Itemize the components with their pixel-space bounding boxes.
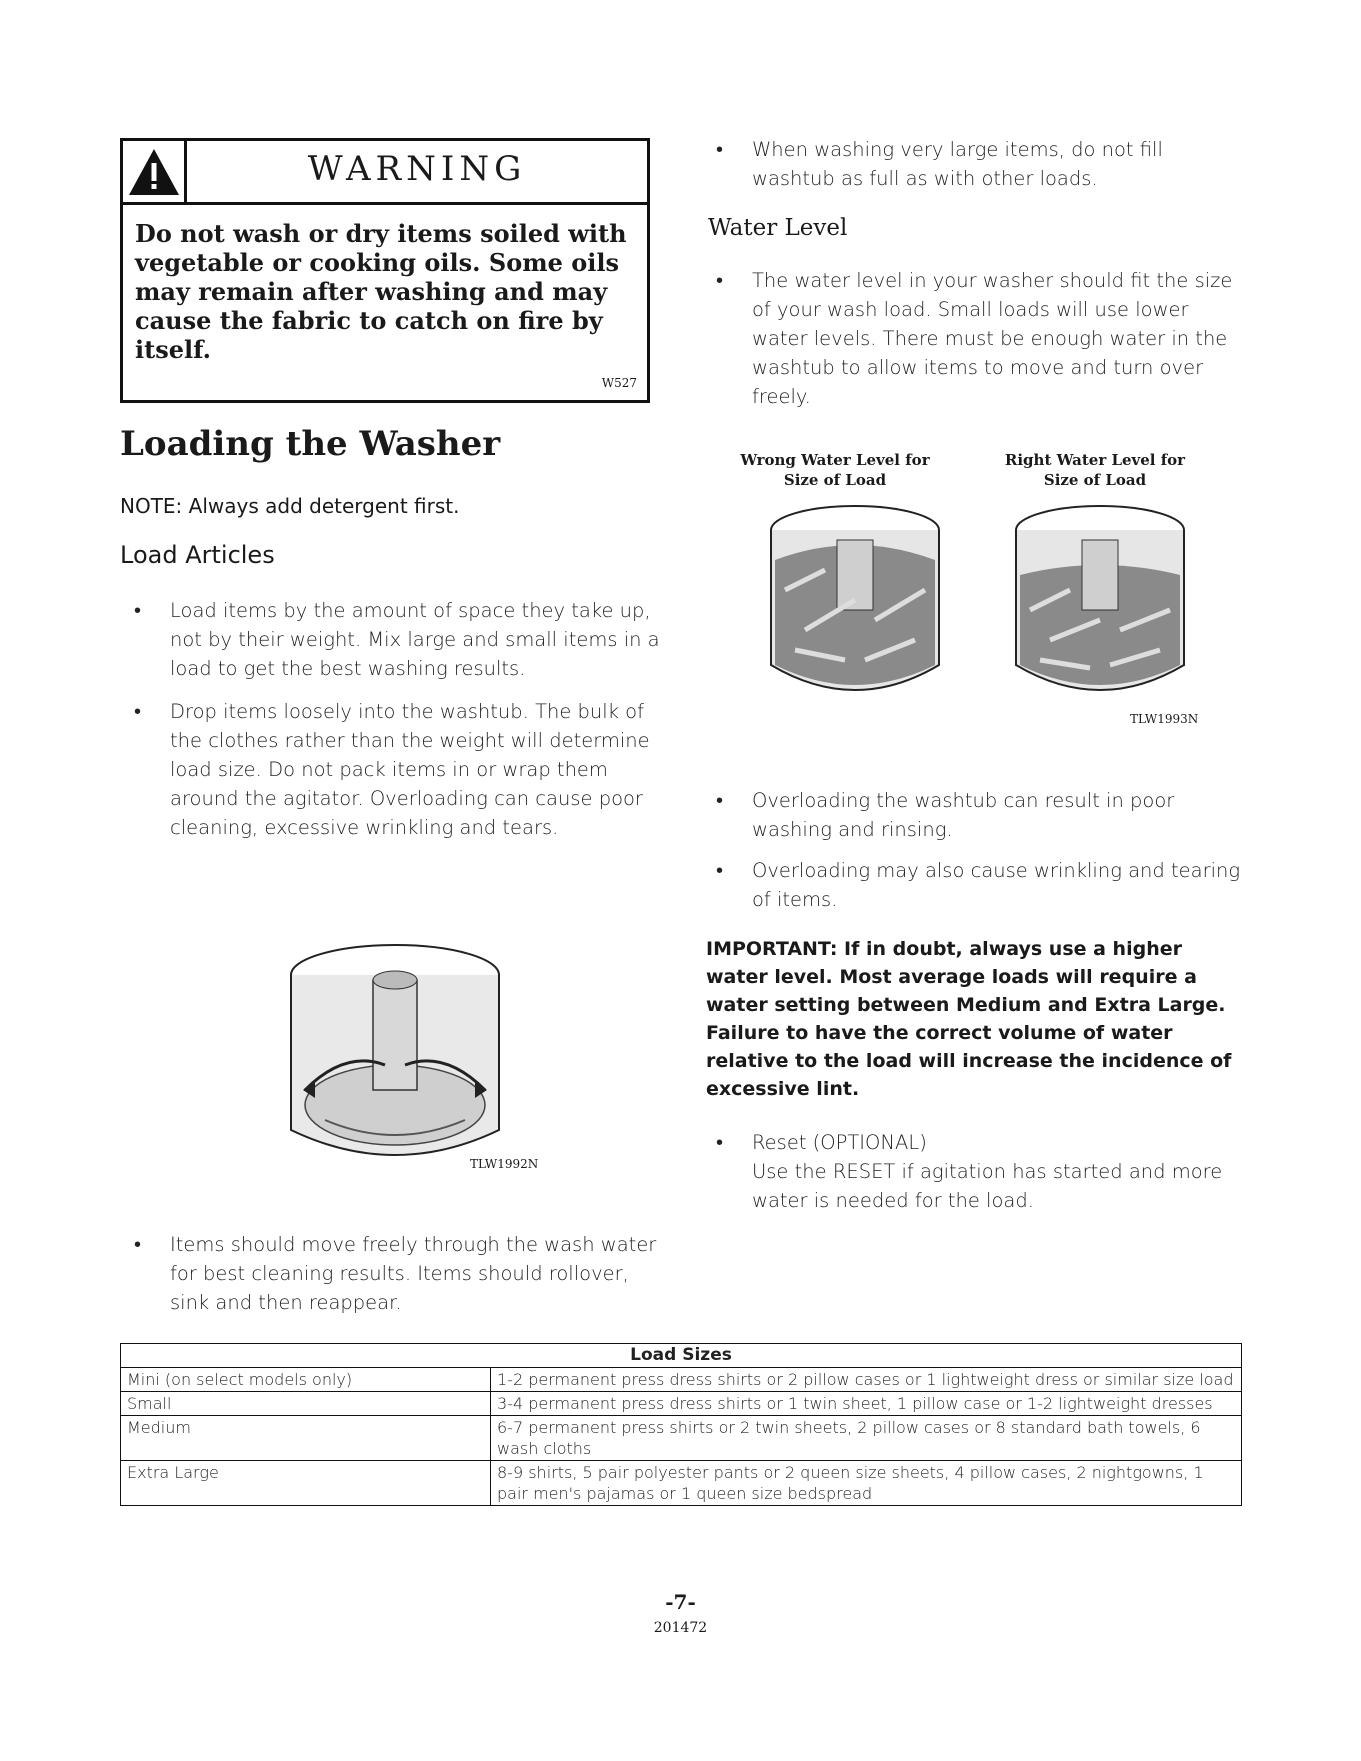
figure-code: TLW1993N [1130, 712, 1199, 726]
agitator-illustration [285, 940, 505, 1180]
load-size-cell: Mini (on select models only) [121, 1368, 491, 1392]
water-level-list [702, 266, 1242, 411]
load-articles-list [120, 596, 660, 842]
load-size-cell: Small [121, 1392, 491, 1416]
list-item: • Items should move freely through the wash water for best cleaning results. Items should rollover, sink and then reappear. [120, 1230, 660, 1317]
load-desc-cell: 8-9 shirts, 5 pair polyester pants or 2 queen size sheets, 4 pillow cases, 2 nightgowns, 1 pair men's pajamas or 1 queen size bedspread [491, 1461, 1242, 1506]
table-row [121, 1392, 1242, 1416]
list-item: • The water level in your washer should fit the size of your wash load. Small loads will use lower water levels. There must be enough water in the washtub to allow items to move and turn over freely. [702, 266, 1242, 411]
list-item: • When washing very large items, do not fill washtub as full as with other loads. [702, 135, 1242, 193]
table-header-row [121, 1344, 1242, 1368]
load-sizes-table [120, 1343, 1242, 1506]
figure-code: TLW1992N [470, 1157, 539, 1171]
page-number: -7- [665, 1590, 696, 1614]
warning-header [123, 141, 647, 205]
wrong-level-illustration [765, 500, 945, 715]
large-items-list [702, 135, 1242, 193]
list-item: • Overloading the washtub can result in poor washing and rinsing. [702, 786, 1242, 844]
section-title: Loading the Washer [120, 424, 501, 464]
warning-triangle-icon [125, 143, 183, 201]
warning-code: W527 [601, 376, 637, 390]
reset-text: Use the RESET if agitation has started and more water is needed for the load. [752, 1160, 1223, 1212]
list-item [702, 1128, 1242, 1215]
table-row [121, 1416, 1242, 1461]
movement-list [120, 1230, 660, 1317]
warning-icon-cell [123, 141, 187, 202]
table-title: Load Sizes [121, 1344, 1242, 1368]
caption-wrong-level: Wrong Water Level for Size of Load [740, 451, 930, 489]
overloading-list [702, 786, 1242, 914]
caption-right-level: Right Water Level for Size of Load [1004, 451, 1186, 489]
list-item: • Overloading may also cause wrinkling and tearing of items. [702, 856, 1242, 914]
load-desc-cell: 3-4 permanent press dress shirts or 1 twin sheet, 1 pillow case or 1-2 lightweight dresses [491, 1392, 1242, 1416]
load-desc-cell: 6-7 permanent press shirts or 2 twin sheets, 2 pillow cases or 8 standard bath towels, 6 wash cloths [491, 1416, 1242, 1461]
load-size-cell: Extra Large [121, 1461, 491, 1506]
load-desc-cell: 1-2 permanent press dress shirts or 2 pillow cases or 1 lightweight dress or similar size load [491, 1368, 1242, 1392]
load-articles-heading: Load Articles [120, 541, 275, 569]
important-note: IMPORTANT: If in doubt, always use a higher water level. Most average loads will require a water setting between Medium and Extra Large. Failure to have the correct volume of water relative to the load will increase the incidence of excessive lint. [706, 938, 1232, 1100]
warning-text: Do not wash or dry items soiled with vegetable or cooking oils. Some oils may remain after washing and may cause the fabric to catch on fire by itself. [135, 219, 627, 364]
list-item: • Load items by the amount of space they take up, not by their weight. Mix large and small items in a load to get the best washing results. [120, 596, 660, 683]
warning-box [120, 138, 650, 403]
reset-list [702, 1128, 1242, 1215]
water-level-heading: Water Level [708, 215, 848, 241]
load-size-cell: Medium [121, 1416, 491, 1461]
right-level-illustration [1010, 500, 1190, 715]
detergent-note: NOTE: Always add detergent first. [120, 494, 460, 518]
warning-title: WARNING [307, 149, 527, 189]
list-item: • Drop items loosely into the washtub. The bulk of the clothes rather than the weight will determine load size. Do not pack items in or wrap them around the agitator. Overloading can cause poor cleaning, excessive wrinkling and tears. [120, 697, 660, 842]
table-row [121, 1368, 1242, 1392]
document-number: 201472 [653, 1620, 708, 1636]
table-row [121, 1461, 1242, 1506]
reset-title: • Reset (OPTIONAL) [752, 1131, 927, 1154]
